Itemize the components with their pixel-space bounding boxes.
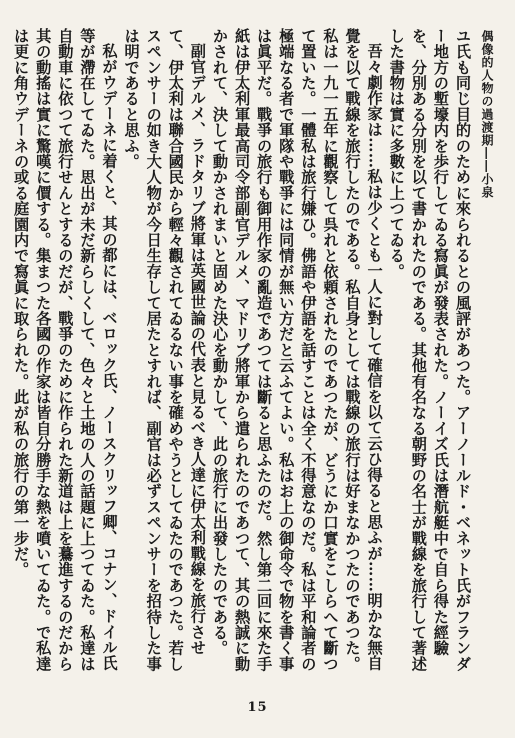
page-number: 15 (247, 700, 268, 715)
paragraph: 吾々劇作家は……私は少くとも一人に對して確信を以て云ひ得ると思ふが……明かな無自覺を以て戰線を旅行したのである。私自身としては戰線の旅行は好まなかつたのであつた。私は一九一五年に觀察して呉れと依頼されたのであつたが、どうにか口實をこしらへて斷つて置いた。一體私は旅行嫌ひ。佛語や伊語を話すことは全く不得意なのだ。私は平和論者の極端なる者で軍隊や戰爭には同情が無い方だと云ふてよい。私はお上の御命令で物を書く事は眞平だ。戰爭の旅行も御用作家の亂造であつては斷ると思ふたのだ。然し第二回に來た手紙は伊太利軍最高司令部副官デルメ、マドリブ將軍から遣られたのであつて、其の熱誠に動かされて、決して動かされまいと固めた決心を動かして、此の旅行に出發したのである。 (210, 28, 384, 672)
body-text (12, 28, 474, 683)
running-header: 偶像的人物の過渡期――小泉 (480, 30, 494, 199)
paragraph: 私がウデーネに着くと、其の都には、ベロック氏、ノースクリッフ卿、コナン、ドイル氏等が滯在してゐた。思出が未だ新らしくして、色々と土地の人の話題に上つてゐた。私達は自動車に依つて旅行せんとするのだが、戰爭のために作られた新道は上を驀進するのだから其の動搖は實に驚嘆に價する。集まつた各國の作家は皆自分勝手な熱を噴いてゐた。で私達は更に角ウデーネの或る庭園内で寫眞に取られた。此が私の旅行の第一步だ。 (12, 28, 119, 672)
paragraph: 副官デルメ、ラドタリブ將軍は英國世論の代表と見るべき人達に伊太利戰線を旅行させて、伊太利は聯合國民から輕々觀されてゐるない事を確めやうとしてゐたのであつた。若しスペンサーの如き大人物が今日生存して居たとすれば、副官は必ずスペンサーを招待した事は明であると思ふ。 (122, 28, 207, 672)
paragraph: ユ氏も同じ目的のために來られるとの風評があつた。アーノールド・ベネット氏がフランダー地方の塹壕内を歩行してゐる寫眞が發表された。ノーイズ氏は潛航艇中で自ら得た經驗を、分別ある分別を以て書かれたのである。其他有名なる朝野の名士が戰線を旅行して著述した書物は實に多數に上つてゐる。 (387, 28, 472, 672)
